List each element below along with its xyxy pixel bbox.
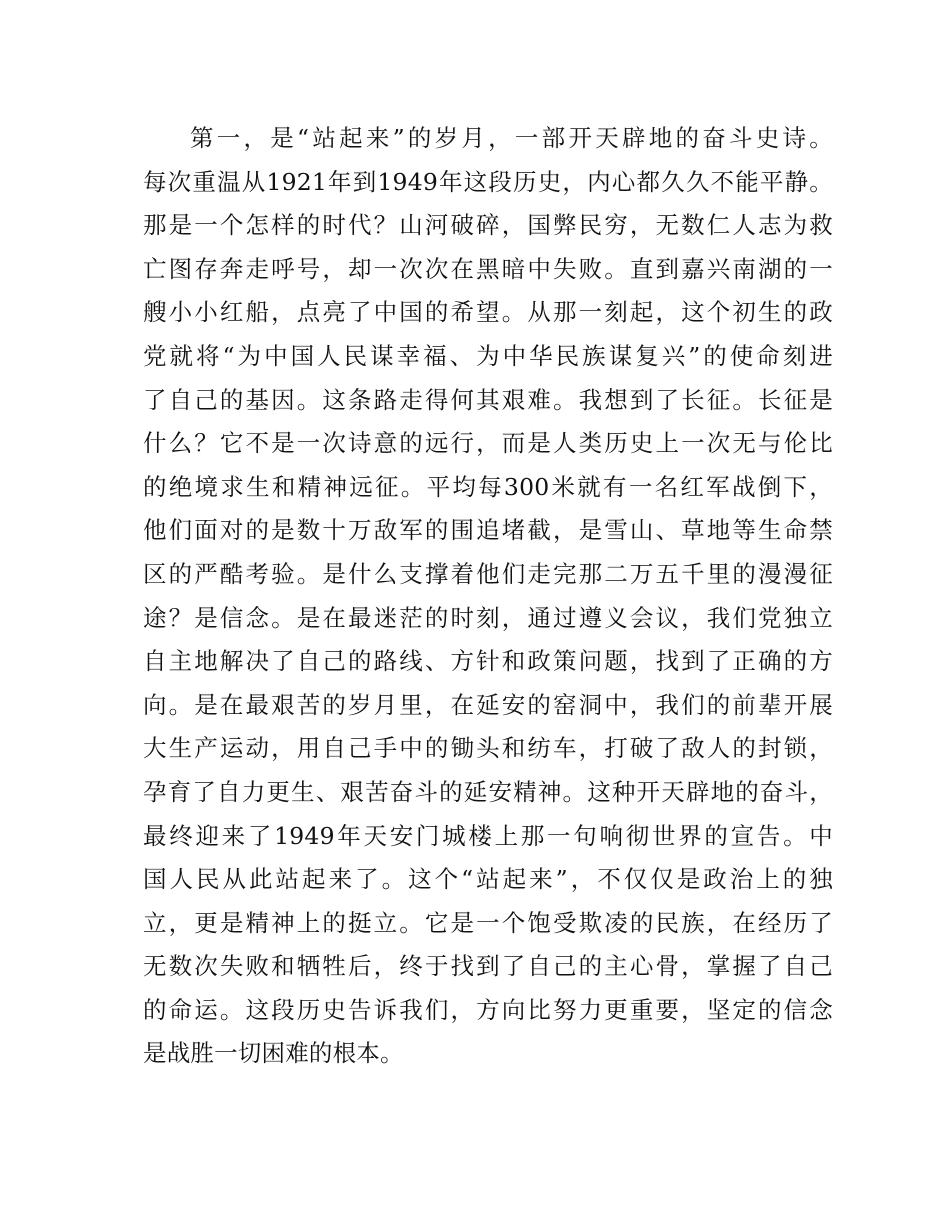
paragraph-line: 的绝境求生和精神远征。平均每300米就有一名红军战倒下， [143, 472, 833, 501]
paragraph-line: 区的严酷考验。是什么支撑着他们走完那二万五千里的漫漫征 [143, 559, 833, 588]
paragraph-line: 国人民从此站起来了。这个“站起来”，不仅仅是政治上的独 [143, 865, 833, 894]
paragraph-line: 大生产运动，用自己手中的锄头和纺车，打破了敌人的封锁， [143, 734, 833, 763]
paragraph-line: 的命运。这段历史告诉我们，方向比努力更重要，坚定的信念 [143, 995, 833, 1024]
paragraph-line: 孕育了自力更生、艰苦奋斗的延安精神。这种开天辟地的奋斗， [143, 777, 833, 806]
paragraph-line: 党就将“为中国人民谋幸福、为中华民族谋复兴”的使命刻进 [143, 341, 833, 370]
paragraph-line: 立，更是精神上的挺立。它是一个饱受欺凌的民族，在经历了 [143, 908, 833, 937]
paragraph-line: 他们面对的是数十万敌军的围追堵截，是雪山、草地等生命禁 [143, 516, 833, 545]
paragraph-line: 向。是在最艰苦的岁月里，在延安的窑洞中，我们的前辈开展 [143, 690, 833, 719]
paragraph-line: 了自己的基因。这条路走得何其艰难。我想到了长征。长征是 [143, 385, 833, 414]
paragraph-line: 无数次失败和牺牲后，终于找到了自己的主心骨，掌握了自己 [143, 952, 833, 981]
paragraph-line: 什么？它不是一次诗意的远行，而是人类历史上一次无与伦比 [143, 429, 833, 458]
paragraph-line: 亡图存奔走呼号，却一次次在黑暗中失败。直到嘉兴南湖的一 [143, 254, 833, 283]
paragraph-line: 最终迎来了1949年天安门城楼上那一句响彻世界的宣告。中 [143, 821, 833, 850]
paragraph-line: 每次重温从1921年到1949年这段历史，内心都久久不能平静。 [143, 167, 833, 196]
paragraph-line: 第一，是“站起来”的岁月，一部开天辟地的奋斗史诗。 [190, 124, 833, 152]
paragraph-line: 那是一个怎样的时代？山河破碎，国弊民穷，无数仁人志为救 [143, 211, 833, 240]
body-paragraph [143, 117, 833, 1076]
paragraph-line: 途？是信念。是在最迷茫的时刻，通过遵义会议，我们党独立 [143, 603, 833, 632]
paragraph-line: 自主地解决了自己的路线、方针和政策问题，找到了正确的方 [143, 647, 833, 676]
paragraph-line: 是战胜一切困难的根本。 [143, 1039, 404, 1068]
paragraph-line: 艘小小红船，点亮了中国的希望。从那一刻起，这个初生的政 [143, 298, 833, 327]
